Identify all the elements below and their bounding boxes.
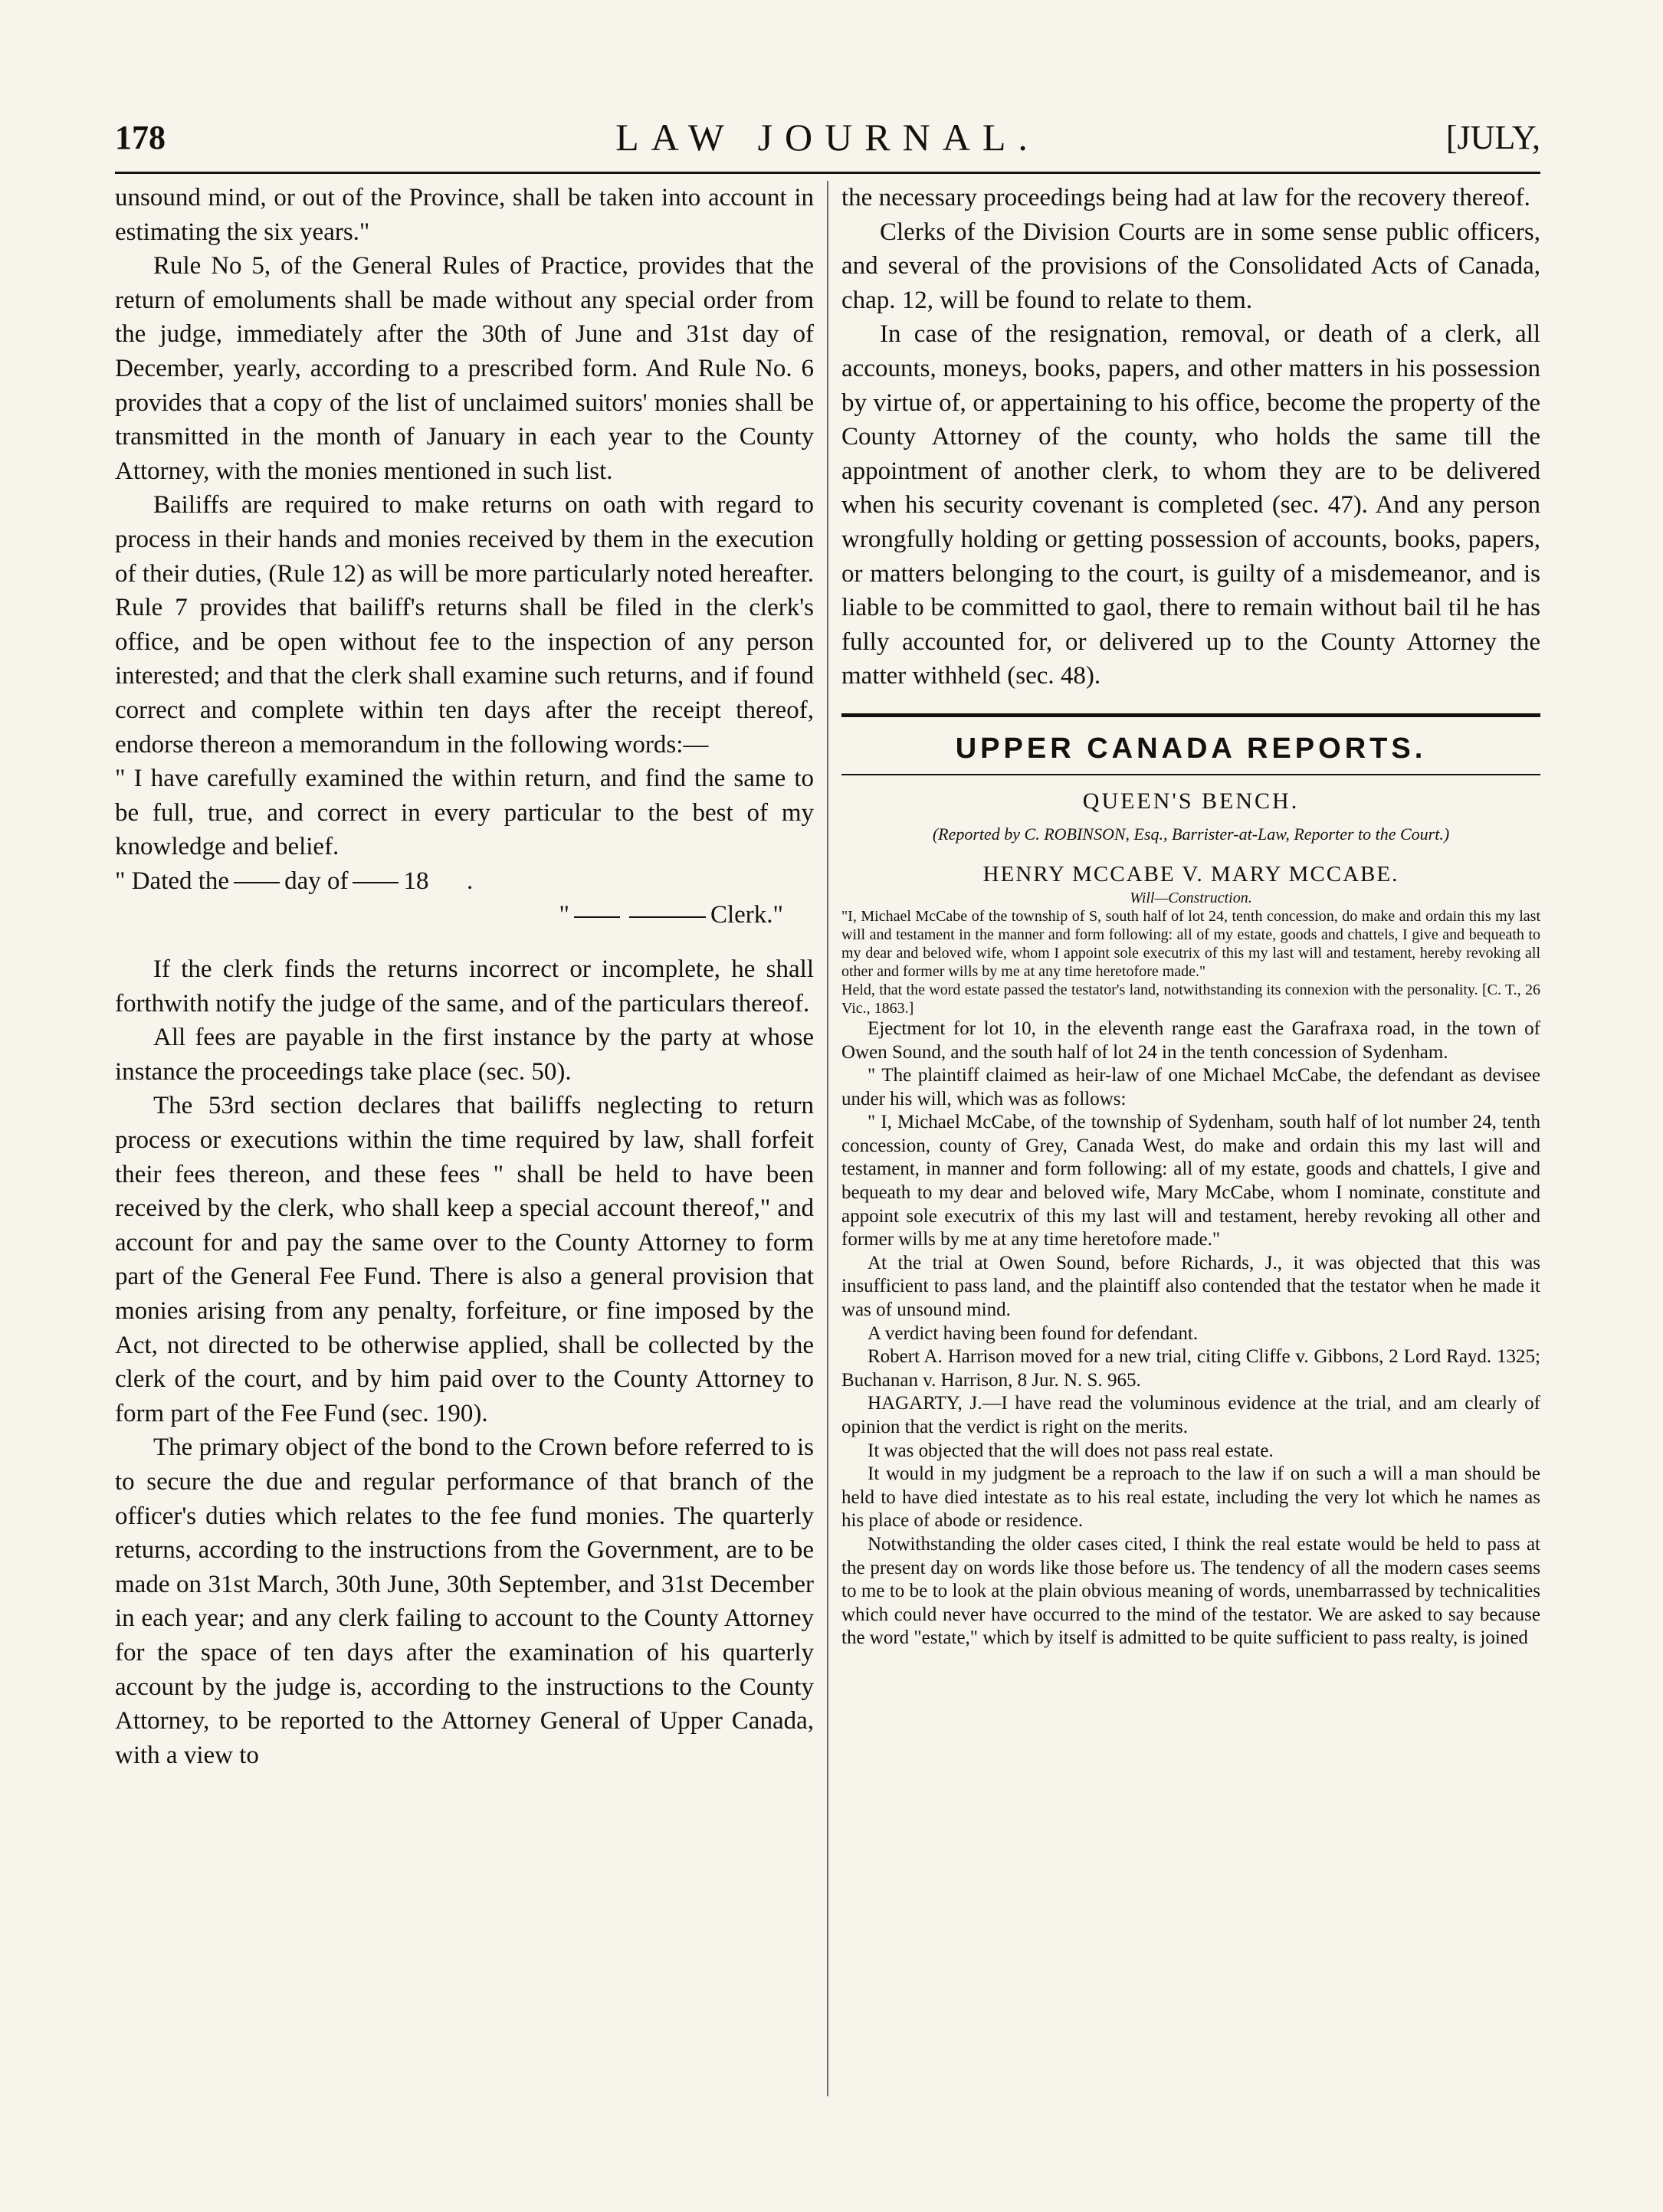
report-paragraph: HAGARTY, J.—I have read the voluminous evidence at the trial, and am clearly of opinion that the verdict is right on the merits. [841, 1393, 1540, 1437]
section-rule-thin [841, 774, 1540, 775]
held-line [841, 981, 1540, 1018]
report-paragraph: It was objected that the will does not pass real estate. [868, 1440, 1274, 1461]
report-paragraph: Ejectment for lot 10, in the eleventh range east the Garafraxa road, in the town of Owen Sound, and the south half of lot 24 in the tenth concession of Sydenham. [841, 1018, 1540, 1063]
case-title: HENRY MCCABE V. MARY MCCABE. [982, 861, 1399, 886]
running-header [115, 115, 1540, 169]
report-paragraph: Notwithstanding the older cases cited, I think the real estate would be held to pass at the present day on words like those before us. The tendency of all the modern cases seems to me to be to look at the plain obvious meaning of words, unembarrassed by technicalities which could never have occurred to the mind of the testator. We are asked to say because the word "estate," which by itself is admitted to be quite sufficient to pass realty, is joined [841, 1533, 1540, 1649]
left-column [115, 181, 814, 1772]
report-paragraph: It would in my judgment be a reproach to the law if on such a will a man should be held to have died intestate as to his real estate, including the very lot which he names as his place of abode or residence. [841, 1463, 1540, 1532]
left-paragraph: The primary object of the bond to the Crown before referred to is to secure the due and regular performance of that branch of the officer's duties which relates to the fee fund monies. The quarterly returns, according to the instructions from the Government, are to be made on 31st March, 30th June, 30th September, and 31st December in each year; and any clerk failing to account to the County Attorney for the space of ten days after the examination of his quarterly account by the judge is, according to the instructions to the County Attorney, to be reported to the Attorney General of Upper Canada, with a view to [115, 1434, 814, 1769]
section-rule [841, 713, 1540, 717]
right-paragraph: the necessary proceedings being had at law for the recovery thereof. [841, 184, 1530, 211]
reporter-line: (Reported by C. ROBINSON, Esq., Barrister-at-Law, Reporter to the Court.) [932, 824, 1450, 844]
citation: [C. T., 26 Vic., 1863.] [841, 981, 1541, 1017]
dated-text: . [466, 867, 474, 895]
left-paragraph: Bailiffs are required to make returns on oath with regard to process in their hands and monies received by them in the execution of their duties, (Rule 12) as will be more particularly noted hereafter. Rule 7 provides that bailiff's returns shall be filed in the clerk's office, and be open without fee to the inspection of any person interested; and that the clerk shall examine such returns, and if found correct and complete within ten days after the receipt thereof, endorse thereon a memorandum in the following words:— [115, 491, 814, 759]
clerk-text: Clerk." [710, 901, 783, 929]
report-paragraph: " The plaintiff claimed as heir-law of one Michael McCabe, the defendant as devisee under his will, which was as follows: [841, 1065, 1540, 1109]
left-paragraph: All fees are payable in the first instance by the party at whose instance the proceedings take place (sec. 50). [115, 1024, 814, 1086]
blank-line [353, 882, 399, 883]
column-divider [827, 181, 828, 2096]
blank-line [574, 916, 620, 918]
left-paragraph: If the clerk finds the returns incorrect or incomplete, he shall forthwith notify the judge of the same, and of the particulars thereof. [115, 955, 814, 1018]
header-rule [115, 172, 1540, 174]
dated-text: day of [284, 867, 349, 895]
report-body [841, 1018, 1540, 1650]
report-paragraph: At the trial at Owen Sound, before Richards, J., it was objected that this was insufficient to pass land, and the plaintiff also contended that the testator when he made it was of unsound mind. [841, 1252, 1540, 1321]
journal-page [115, 115, 1540, 2176]
memorandum-dated-line [115, 864, 814, 899]
journal-title: LAW JOURNAL. [615, 116, 1040, 159]
case-keywords: Will—Construction. [1130, 889, 1252, 906]
clerk-text: " [559, 901, 569, 929]
blank-line [629, 916, 706, 918]
court-name: QUEEN'S BENCH. [1082, 788, 1300, 814]
page-number: 178 [115, 119, 166, 156]
section-title: UPPER CANADA REPORTS. [955, 732, 1427, 765]
right-paragraph: In case of the resignation, removal, or death of a clerk, all accounts, moneys, books, papers, and other matters in his possession by virtue of, or appertaining to his office, become the property of the County Attorney of the county, who holds the same till the appointment of another clerk, to whom they are to be delivered when his security covenant is completed (sec. 47). And any person wrongfully holding or getting possession of accounts, books, papers, or matters belonging to the court, is guilty of a misdemeanor, and is liable to be committed to gaol, there to remain without bail til he has fully accounted for, or delivered up to the County Attorney the matter withheld (sec. 48). [841, 320, 1540, 690]
month-label: [JULY, [1445, 119, 1540, 156]
left-paragraph: unsound mind, or out of the Province, shall be taken into account in estimating the six years." [115, 184, 814, 246]
headnote: "I, Michael McCabe of the township of S, south half of lot 24, tenth concession, do make and ordain this my last will and testament in the manner and form following: all of my estate, goods and chattels, I give and bequeath to my dear and beloved wife, whom I appoint sole executrix of this my last will and testament, hereby revoking all other and former wills by me at any time heretofore made." [841, 907, 1540, 980]
right-column [841, 181, 1540, 1650]
dated-text: 18 [403, 867, 429, 895]
memorandum-signature-line [115, 898, 814, 932]
right-paragraph: Clerks of the Division Courts are in some sense public officers, and several of the provisions of the Consolidated Acts of Canada, chap. 12, will be found to relate to them. [841, 218, 1540, 314]
report-paragraph: Robert A. Harrison moved for a new trial, citing Cliffe v. Gibbons, 2 Lord Rayd. 1325; Buchanan v. Harrison, 8 Jur. N. S. 965. [841, 1346, 1540, 1391]
blank-line [234, 882, 280, 883]
left-paragraph: The 53rd section declares that bailiffs neglecting to return process or executions within the time required by law, shall forfeit their fees thereon, and these fees " shall be held to have been received by the clerk, who shall keep a special account thereof," and account for and pay the same over to the County Attorney to form part of the General Fee Fund. There is also a general provision that monies arising from any penalty, forfeiture, or fine imposed by the Act, not directed to be otherwise applied, shall be collected by the clerk of the court, and by him paid over to the County Attorney to form part of the Fee Fund (sec. 190). [115, 1092, 814, 1427]
dated-text: " Dated the [115, 867, 230, 895]
report-paragraph: A verdict having been found for defendant. [868, 1322, 1199, 1344]
will-quote: " I, Michael McCabe, of the township of Sydenham, south half of lot number 24, tenth concession, county of Grey, Canada West, do make and ordain this my last will and testament, in manner and form following: all of my estate, goods and chattels, I give and bequeath to my dear and beloved wife, Mary McCabe, whom I nominate, constitute and appoint sole executrix of this my last will and testament, hereby revoking all other and former wills by me at any time heretofore made." [841, 1112, 1540, 1250]
left-paragraph: Rule No 5, of the General Rules of Practice, provides that the return of emoluments shall be made without any special order from the judge, immediately after the 30th of June and 31st day of December, yearly, according to a prescribed form. And Rule No. 6 provides that a copy of the list of unclaimed suitors' monies shall be transmitted in the month of January in each year to the County Attorney, with the monies mentioned in such list. [115, 252, 814, 485]
memorandum-quote: " I have carefully examined the within return, and find the same to be full, true, and correct in every particular to the best of my knowledge and belief. [115, 765, 814, 861]
held-text: Held, that the word estate passed the testator's land, notwithstanding its connexion with the personality. [841, 981, 1478, 998]
